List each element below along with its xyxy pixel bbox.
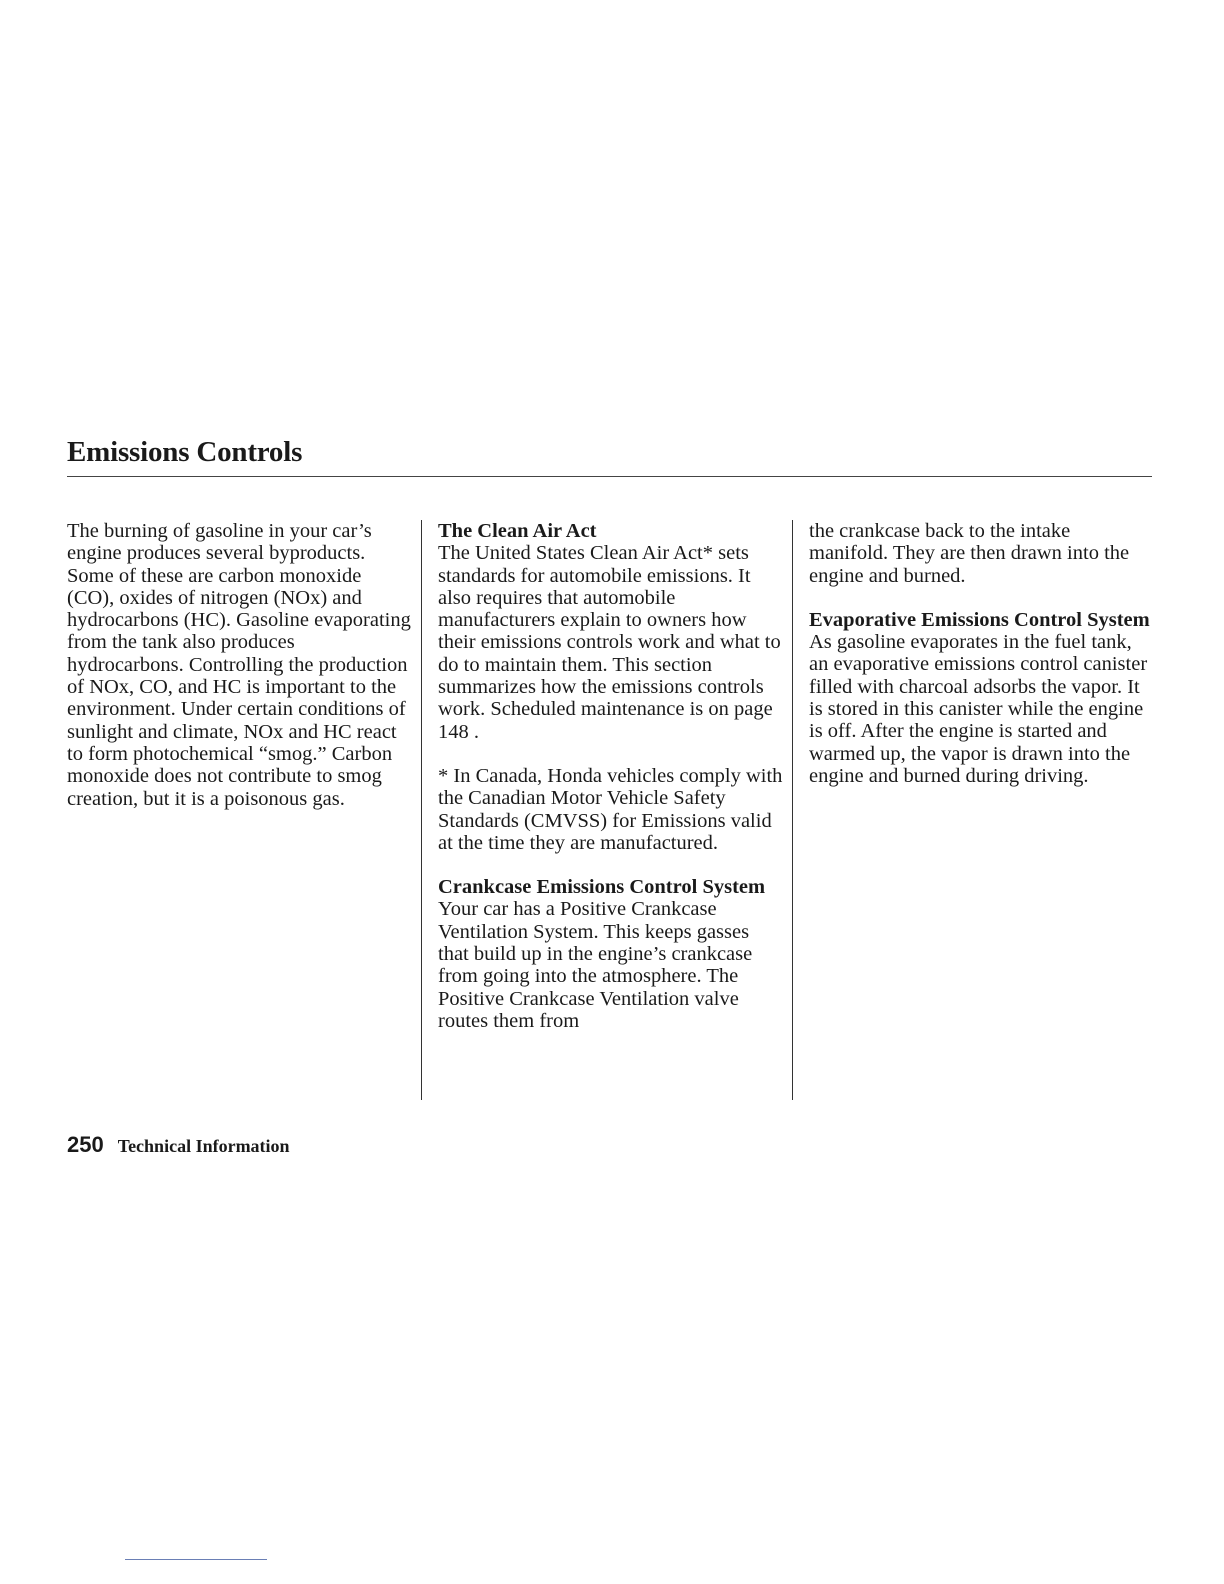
column-1 [67,520,412,832]
clean-air-act-paragraph: The United States Clean Air Act* sets standards for automobile emissions. It also requires that automobile manufacturers explain to owners how their emissions controls work and what to do to maintain them. This section summarizes how the emissions controls work. Scheduled maintenance is on page 148 . [438,542,781,743]
column-divider-1 [421,520,422,1100]
intro-paragraph: The burning of gasoline in your car’s engine produces several byproducts. Some of these are carbon monoxide (CO), oxides of nitrogen (NOx) and hydrocarbons (HC). Gasoline evaporating from the tank also produces hydrocarbons. Controlling the production of NOx, CO, and HC is important to the environment. Under certain conditions of sunlight and climate, NOx and HC react to form photochemical “smog.” Carbon monoxide does not contribute to smog creation, but it is a poisonous gas. [67,520,411,810]
page-title: Emissions Controls [67,436,303,468]
page-footer [67,1132,290,1158]
page-number: 250 [67,1132,104,1157]
evaporative-paragraph: As gasoline evaporates in the fuel tank, an evaporative emissions control canister filled with charcoal adsorbs the vapor. It is stored in this canister while the engine is off. After the engine is started and warmed up, the vapor is drawn into the engine and burned during driving. [809,631,1148,787]
bottom-rule [125,1559,267,1560]
column-divider-2 [792,520,793,1100]
crankcase-paragraph: Your car has a Positive Crankcase Ventilation System. This keeps gasses that build up in the engine’s crankcase from going into the atmosphere. The Positive Crankcase Ventilation valve routes them from [438,898,753,1032]
section-name: Technical Information [117,1136,290,1156]
clean-air-act-heading: The Clean Air Act [438,520,597,542]
title-rule [67,476,1152,477]
crankcase-heading: Crankcase Emissions Control System [438,876,766,899]
column-2 [438,520,783,1054]
column-3 [809,520,1154,809]
evaporative-heading: Evaporative Emissions Control System [809,608,1150,631]
crankcase-continued-paragraph: the crankcase back to the intake manifold. They are then drawn into the engine and burned. [809,520,1130,587]
canada-footnote: * In Canada, Honda vehicles comply with the Canadian Motor Vehicle Safety Standards (CMVSS) for Emissions valid at the time they are manufactured. [438,764,783,854]
